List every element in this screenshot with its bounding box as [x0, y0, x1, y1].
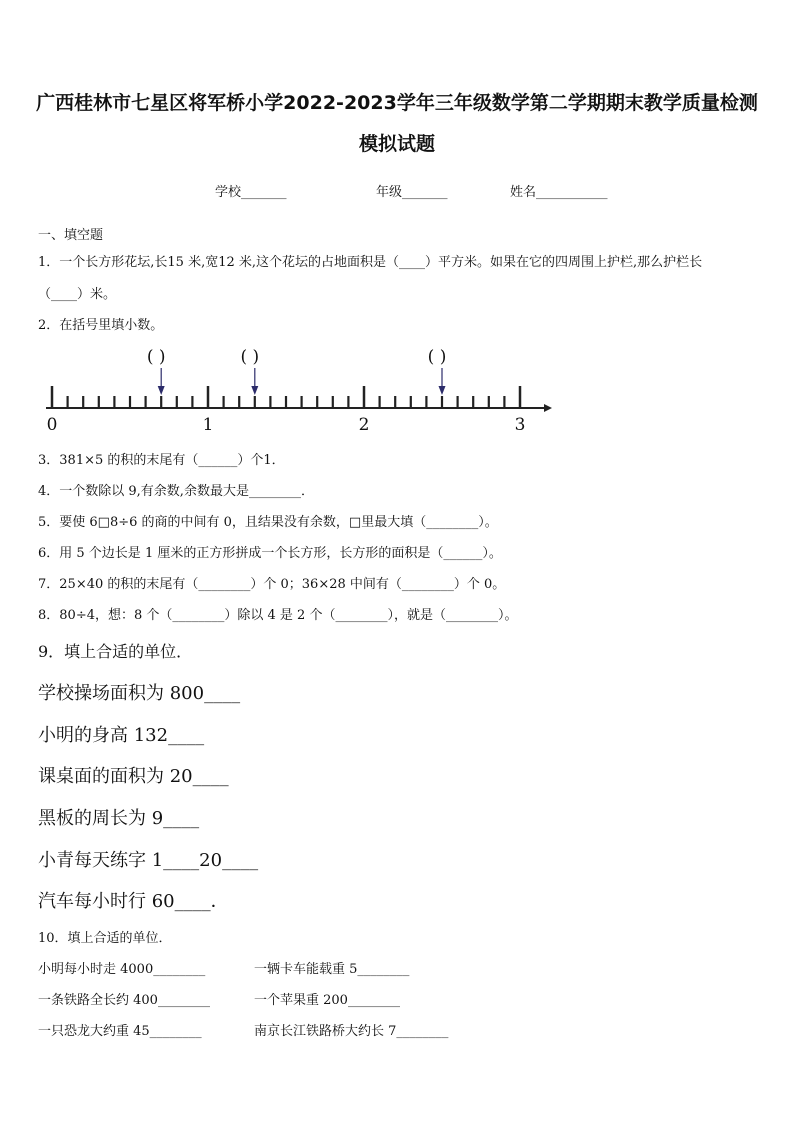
tick-label: 0 — [46, 415, 58, 435]
name-field: 姓名___________ — [510, 185, 608, 200]
question-5: 5．要使 6□8÷6 的商的中间有 0，且结果没有余数，□里最大填（________）。 — [38, 515, 498, 530]
tick-label: 3 — [514, 415, 526, 435]
tick-label: 1 — [202, 415, 214, 435]
page-title: 广西桂林市七星区将军桥小学2022-2023学年三年级数学第二学期期末教学质量检测 — [36, 92, 758, 114]
question-9-title: 9．填上合适的单位． — [38, 642, 193, 661]
question-9-item: 小青每天练字 1____20____ — [38, 850, 259, 871]
question-9-item: 学校操场面积为 800____ — [38, 683, 241, 704]
question-1-line-2: （____）米。 — [38, 287, 117, 302]
question-1-line-1: 1．一个长方形花坛,长15 米,宽12 米,这个花坛的占地面积是（____）平方米。如果在它的四周围上护栏,那么护栏长 — [38, 255, 703, 270]
grade-field: 年级_______ — [376, 185, 448, 200]
question-8: 8．80÷4，想：8 个（________）除以 4 是 2 个（________），就是（________）。 — [38, 608, 518, 623]
page-subtitle: 模拟试题 — [358, 133, 435, 155]
tick-label: 2 — [358, 415, 370, 435]
question-4: 4．一个数除以 9,有余数,余数最大是________． — [38, 484, 314, 499]
question-9-item: 课桌面的面积为 20____ — [38, 766, 229, 787]
answer-bracket: ( ) — [146, 347, 166, 367]
answer-bracket: ( ) — [427, 347, 447, 367]
question-6: 6．用 5 个边长是 1 厘米的正方形拼成一个长方形，长方形的面积是（______）。 — [38, 546, 502, 561]
question-9-item: 小明的身高 132____ — [38, 725, 205, 746]
pointer-arrow-head — [251, 386, 258, 395]
question-9-item: 汽车每小时行 60____． — [38, 891, 229, 912]
question-10-title: 10．填上合适的单位． — [38, 931, 172, 946]
question-10-item: 一条铁路全长约 400________ — [38, 993, 210, 1008]
question-10-item: 一个苹果重 200________ — [254, 993, 400, 1008]
school-field: 学校_______ — [215, 185, 287, 200]
number-line — [38, 340, 558, 435]
question-10-item: 一辆卡车能载重 5________ — [254, 962, 410, 977]
section-heading: 一、填空题 — [38, 228, 104, 243]
question-9-item: 黑板的周长为 9____ — [38, 808, 200, 829]
question-7: 7．25×40 的积的末尾有（________）个 0；36×28 中间有（________）个 0。 — [38, 577, 506, 592]
question-10-item: 南京长江铁路桥大约长 7________ — [254, 1024, 449, 1039]
question-3: 3．381×5 的积的末尾有（______）个1． — [38, 453, 285, 468]
question-2: 2．在括号里填小数。 — [38, 318, 164, 333]
question-10-item: 小明每小时走 4000________ — [38, 962, 206, 977]
answer-bracket: ( ) — [240, 347, 260, 367]
question-10-item: 一只恐龙大约重 45________ — [38, 1024, 202, 1039]
pointer-arrow-head — [158, 386, 165, 395]
pointer-arrow-head — [439, 386, 446, 395]
